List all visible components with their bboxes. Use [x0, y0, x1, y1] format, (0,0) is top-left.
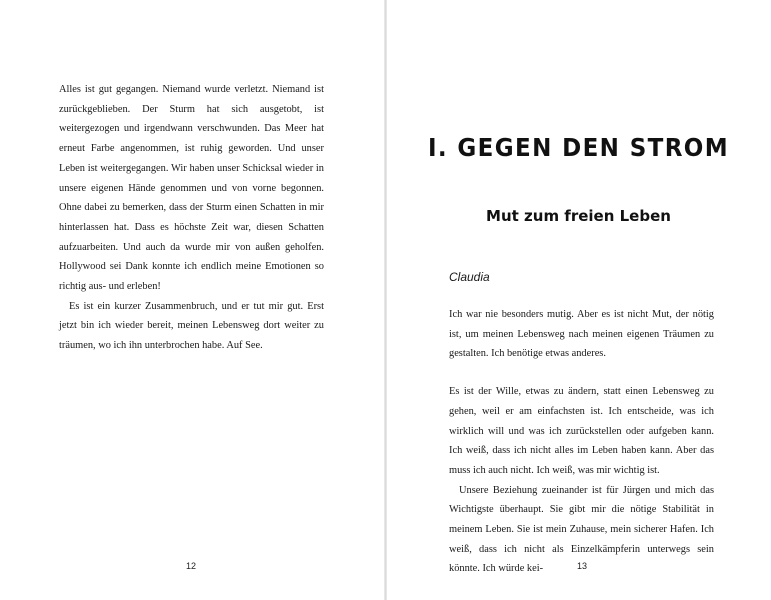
paragraph: Alles ist gut gegangen. Niemand wurde verletzt. Niemand ist zurückgeblieben. Der Sturm hat sich ausgetobt, ist weitergezogen und irgendwann verschwunden. Das Meer hat erneut Farbe angenommen, ist ruhig geworden. Und unser Leben ist weitergegangen. Wir haben unser Schicksal wieder in unsere eigenen Hände genommen und von vorne begonnen. Ohne dabei zu bemerken, dass der Sturm einen Schatten in mir hinterlassen hat. Dass es höchste Zeit war, diesen Schatten aufzuarbeiten. Und auch da wurde mir von außen geholfen. Hollywood sei Dank konnte ich endlich meine Emotionen so richtig aus- und erleben! — [59, 84, 324, 293]
left-page-text — [59, 80, 324, 356]
page-number: 13 — [577, 561, 588, 571]
right-page — [386, 0, 771, 600]
author-name: Claudia — [449, 270, 490, 284]
paragraph: Ich war nie besonders mutig. Aber es ist nicht Mut, der nötig ist, um meinen Lebensweg nach meinen eigenen Träumen zu gestalten. Ich benötige etwas anderes. — [449, 309, 714, 360]
page-number: 12 — [186, 561, 197, 571]
chapter-subtitle: Mut zum freien Leben — [486, 207, 671, 225]
left-page — [0, 0, 385, 600]
right-page-text — [449, 305, 714, 579]
paragraph: Es ist ein kurzer Zusammenbruch, und er tut mir gut. Erst jetzt bin ich wieder bereit, meinen Lebensweg dort weiter zu träumen, wo ich ihn unterbrochen habe. Auf See. — [59, 300, 324, 352]
paragraph: Unsere Beziehung zueinander ist für Jürgen und mich das Wichtigste überhaupt. Sie gibt mir die nötige Stabilität in meinem Leben. Sie ist mein Zuhause, mein sicherer Hafen. Ich weiß, dass ich nicht als Einzelkämpferin unterwegs sein könnte. Ich würde kei- — [449, 484, 714, 575]
chapter-title: I. GEGEN DEN STROM — [427, 133, 730, 162]
paragraph: Es ist der Wille, etwas zu ändern, statt einen Lebensweg zu gehen, weil er am einfachsten ist. Ich entscheide, was ich wirklich will und was ich zurückstellen oder aufgeben kann. Ich weiß, dass ich nicht alles im Leben haben kann. Aber das muss ich auch nicht. Ich weiß, was mir wichtig ist. — [449, 386, 714, 476]
